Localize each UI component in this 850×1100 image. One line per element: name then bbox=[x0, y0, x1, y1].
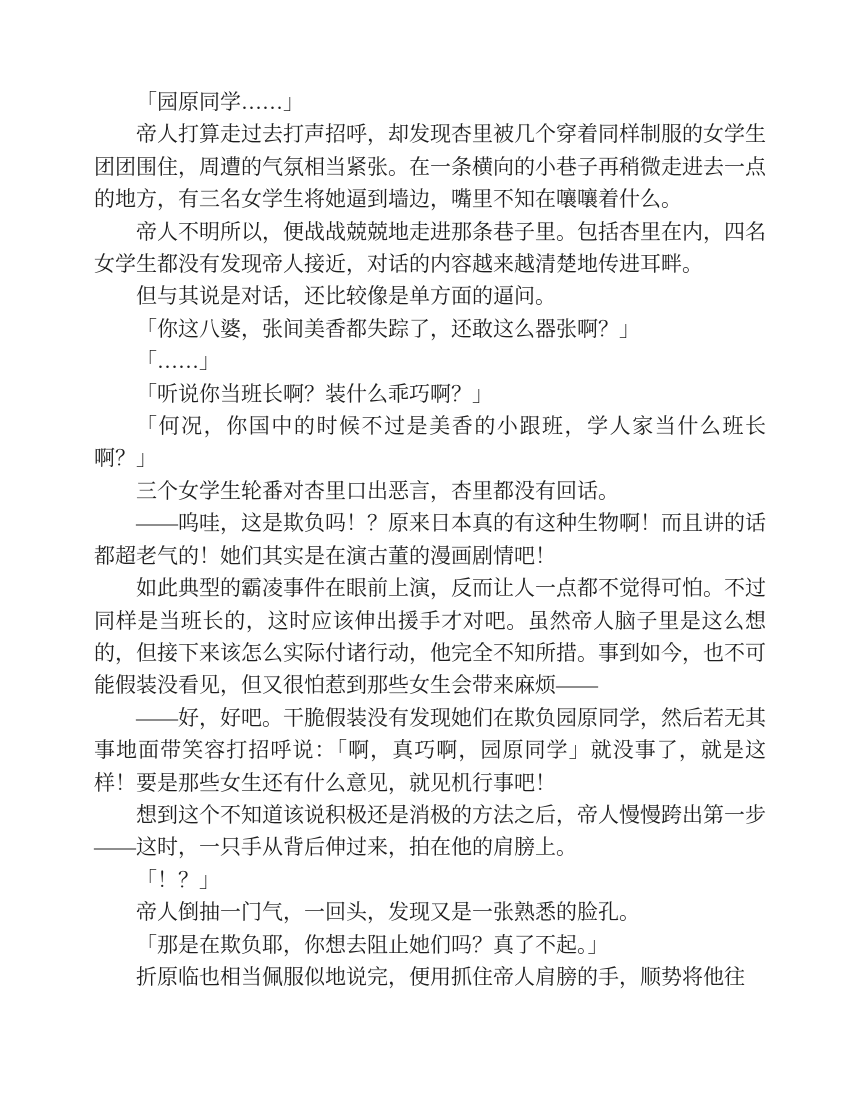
paragraph: 帝人不明所以，便战战兢兢地走进那条巷子里。包括杏里在内，四名女学生都没有发现帝人接近，对话的内容越来越清楚地传进耳畔。 bbox=[94, 219, 766, 277]
paragraph: 帝人打算走过去打声招呼，却发现杏里被几个穿着同样制服的女学生团团围住，周遭的气氛相当紧张。在一条横向的小巷子再稍微走进去一点的地方，有三名女学生将她逼到墙边，嘴里不知在嚷嚷着什么。 bbox=[94, 122, 766, 212]
paragraph: 「你这八婆，张间美香都失踪了，还敢这么器张啊？」 bbox=[136, 316, 640, 341]
paragraph: 「！？」 bbox=[136, 867, 220, 892]
paragraph: 「园原同学……」 bbox=[136, 90, 304, 114]
novel-text-block bbox=[94, 86, 766, 993]
paragraph: 如此典型的霸凌事件在眼前上演，反而让人一点都不觉得可怕。不过同样是当班长的，这时应该伸出援手才对吧。虽然帝人脑子里是这么想的，但接下来该怎么实际付诸行动，他完全不知所措。事到如今，也不可能假装没看见，但又很怕惹到那些女生会带来麻烦—— bbox=[94, 576, 766, 698]
paragraph: 「那是在欺负耶，你想去阻止她们吗？真了不起。」 bbox=[136, 932, 609, 957]
paragraph: 「听说你当班长啊？装什么乖巧啊？」 bbox=[136, 381, 493, 406]
paragraph: 想到这个不知道该说积极还是消极的方法之后，帝人慢慢跨出第一步——这时，一只手从背后伸过来，拍在他的肩膀上。 bbox=[94, 802, 766, 860]
paragraph: ——呜哇，这是欺负吗！？原来日本真的有这种生物啊！而且讲的话都超老气的！她们其实是在演古董的漫画剧情吧！ bbox=[94, 511, 766, 568]
paragraph: 折原临也相当佩服似地说完，便用抓住帝人肩膀的手，顺势将他往 bbox=[136, 964, 745, 989]
paragraph: 帝人倒抽一门气，一回头，发现又是一张熟悉的脸孔。 bbox=[136, 900, 640, 925]
paragraph: 三个女学生轮番对杏里口出恶言，杏里都没有回话。 bbox=[136, 478, 619, 503]
paragraph: 「何况，你国中的时候不过是美香的小跟班，学人家当什么班长啊？」 bbox=[94, 414, 766, 471]
paragraph: 「……」 bbox=[136, 349, 220, 374]
paragraph: ——好，好吧。干脆假装没有发现她们在欺负园原同学，然后若无其事地面带笑容打招呼说：「啊，真巧啊，园原同学」就没事了，就是这样！要是那些女生还有什么意见，就见机行事吧！ bbox=[94, 705, 766, 795]
paragraph: 但与其说是对话，还比较像是单方面的逼问。 bbox=[136, 284, 556, 309]
